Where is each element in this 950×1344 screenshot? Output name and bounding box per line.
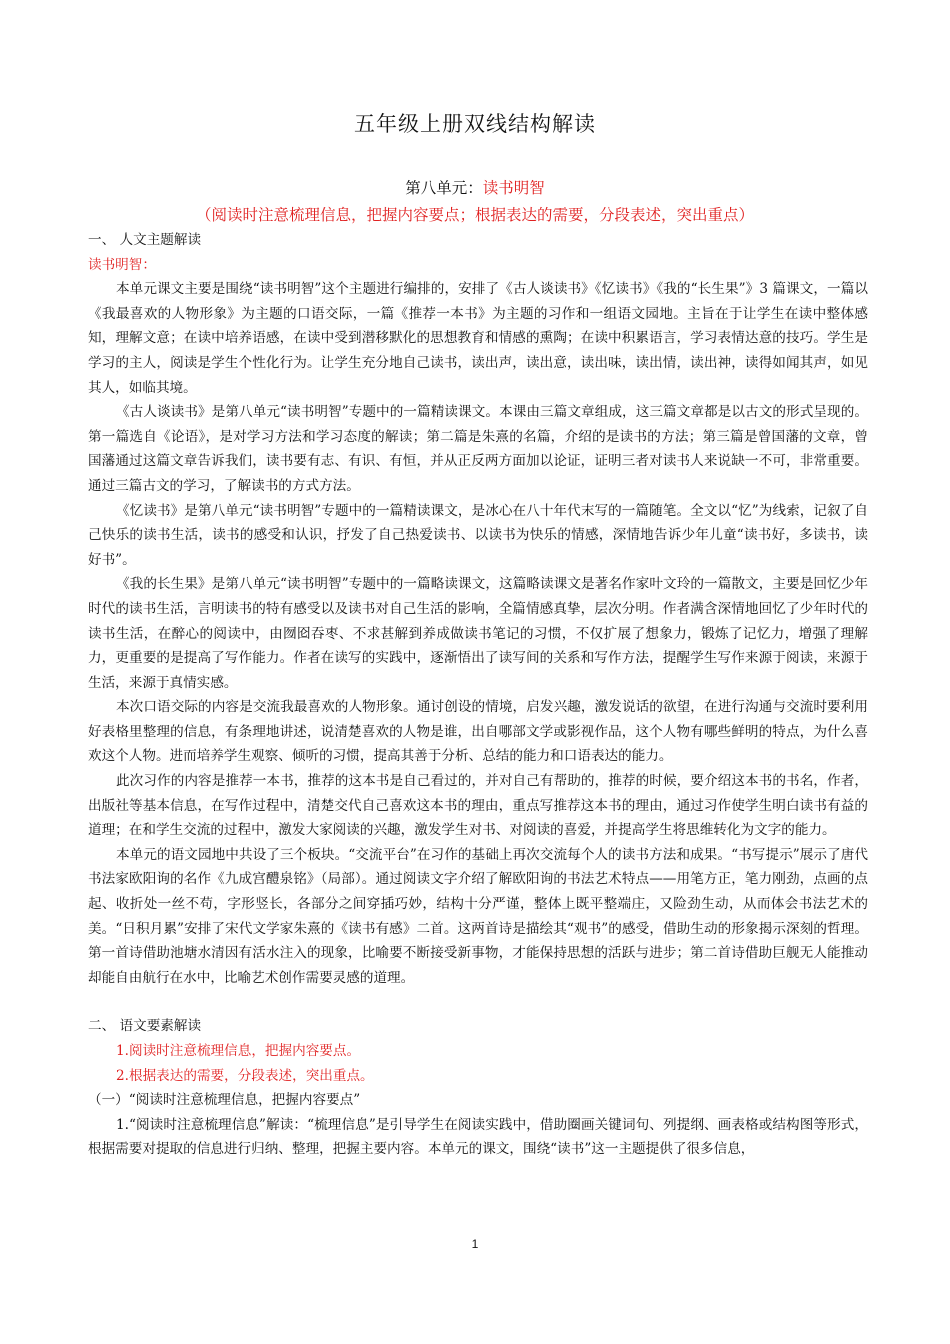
unit-theme: 读书明智 — [482, 179, 545, 197]
language-element-2: 2.根据表达的需要，分段表述，突出重点。 — [116, 1067, 374, 1084]
body-paragraph: 《古人谈读书》是第八单元“读书明智”专题中的一篇精读课文。本课由三篇文章组成，这三篇文章都是以古文的形式呈现的。第一篇选自《论语》，是对学习方法和学习态度的解读；第二篇是朱熹的名篇，介绍的是读书的方法；第三篇是曾国藩的文章，曾国藩通过这篇文章告诉我们，读书要有志、有识、有恒，并从正反两方面加以论证，证明三者对读书人来说缺一不可，非常重要。通过三篇古文的学习，了解读书的方式方法。 — [88, 404, 868, 494]
page-number: 1 — [471, 1237, 479, 1251]
spacer — [88, 990, 868, 1014]
body-paragraph: 此次习作的内容是推荐一本书，推荐的这本书是自己看过的，并对自己有帮助的，推荐的时候，要介绍这本书的书名，作者，出版社等基本信息，在写作过程中，清楚交代自己喜欢这本书的理由，重点写推荐这本书的理由，通过习作使学生明白读书有益的道理；在和学生交流的过程中，激发大家阅读的兴趣，激发学生对书、对阅读的喜爱，并提高学生将思维转化为文字的能力。 — [88, 773, 868, 839]
section-heading-language: 二、 语文要素解读 — [88, 1018, 202, 1035]
section-heading-humanities: 一、 人文主题解读 — [88, 232, 202, 248]
body-paragraph: 本单元课文主要是围绕“读书明智”这个主题进行编排的，安排了《古人谈读书》《忆读书》《我的“长生果”》3 篇课文，一篇以《我最喜欢的人物形象》为主题的口语交际，一篇《推荐一本书》为主题的习作和一组语文园地。主旨在于让学生在读中整体感知，理解文意；在读中培养语感，在读中受到潜移默化的思想教育和情感的熏陶；在读中积累语言，学习表情达意的技巧。学生是学习的主人，阅读是学生个性化行为。让学生充分地自己读书，读出声，读出意，读出味，读出情，读出神，读得如闻其声，如见其人，如临其境。 — [88, 281, 868, 396]
section-label: 读书明智： — [88, 256, 156, 273]
language-element-1: 1.阅读时注意梳理信息，把握内容要点。 — [116, 1043, 361, 1059]
sub-heading: （一）“阅读时注意梳理信息，把握内容要点” — [88, 1092, 361, 1109]
body-paragraph: 《我的长生果》是第八单元“读书明智”专题中的一篇略读课文，这篇略读课文是著名作家叶文玲的一篇散文，主要是回忆少年时代的读书生活，言明读书的特有感受以及读书对自己生活的影响，全篇情感真挚，层次分明。作者满含深情地回忆了少年时代的读书生活，在醉心的阅读中，由囫囵吞枣、不求甚解到养成做读书笔记的习惯，不仅扩展了想象力，锻炼了记忆力，增强了理解力，更重要的是提高了写作能力。作者在读写的实践中，逐渐悟出了读写间的关系和写作方法，提醒学生写作来源于阅读，来源于生活，来源于真情实感。 — [88, 576, 868, 691]
body-paragraph: 本单元的语文园地中共设了三个板块。“交流平台”在习作的基础上再次交流每个人的读书方法和成果。“书写提示”展示了唐代书法家欧阳询的名作《九成宫醴泉铭》（局部）。通过阅读文字介绍了解欧阳询的书法艺术特点——用笔方正，笔力刚劲，点画的点起、收折处一丝不苟，字形竖长，各部分之间穿插巧妙，结构十分严谨，整体上既平整端庄，又险劲生动，从而体会书法艺术的美。“日积月累”安排了宋代文学家朱熹的《读书有感》二首。这两首诗是描绘其“观书”的感受，借助生动的形象揭示深刻的哲理。第一首诗借助池塘水清因有活水注入的现象，比喻要不断接受新事物，才能保持思想的活跃与进步；第二首诗借助巨舰无人能推动却能自由航行在水中，比喻艺术创作需要灵感的道理。 — [88, 846, 868, 986]
document-body — [88, 228, 868, 1162]
body-paragraph: 1.“阅读时注意梳理信息”解读：“梳理信息”是引导学生在阅读实践中，借助圈画关键词句、列提纲、画表格或结构图等形式，根据需要对提取的信息进行归纳、整理，把握主要内容。本单元的课文，围绕“读书”这一主题提供了很多信息， — [88, 1116, 868, 1158]
document-title: 五年级上册双线结构解读 — [354, 112, 596, 136]
body-paragraph: 《忆读书》是第八单元“读书明智”专题中的一篇精读课文，是冰心在八十年代末写的一篇随笔。全文以“忆”为线索，记叙了自己快乐的读书生活，读书的感受和认识，抒发了自己热爱读书、以读书为快乐的情感，深情地告诉少年儿童“读书好，多读书，读好书”。 — [88, 502, 868, 568]
unit-subtitle: （阅读时注意梳理信息，把握内容要点；根据表达的需要，分段表述，突出重点） — [195, 206, 754, 224]
body-paragraph: 本次口语交际的内容是交流我最喜欢的人物形象。通讨创设的情境，启发兴趣，激发说话的欲望，在进行沟通与交流时要利用好表格里整理的信息，有条理地讲述，说清楚喜欢的人物是谁，出自哪部文学或影视作品，这个人物有哪些鲜明的特点，为什么喜欢这个人物。进而培养学生观察、倾听的习惯，提高其善于分析、总结的能力和口语表达的能力。 — [88, 699, 868, 765]
unit-prefix: 第八单元： — [405, 179, 483, 197]
unit-heading — [0, 176, 950, 198]
